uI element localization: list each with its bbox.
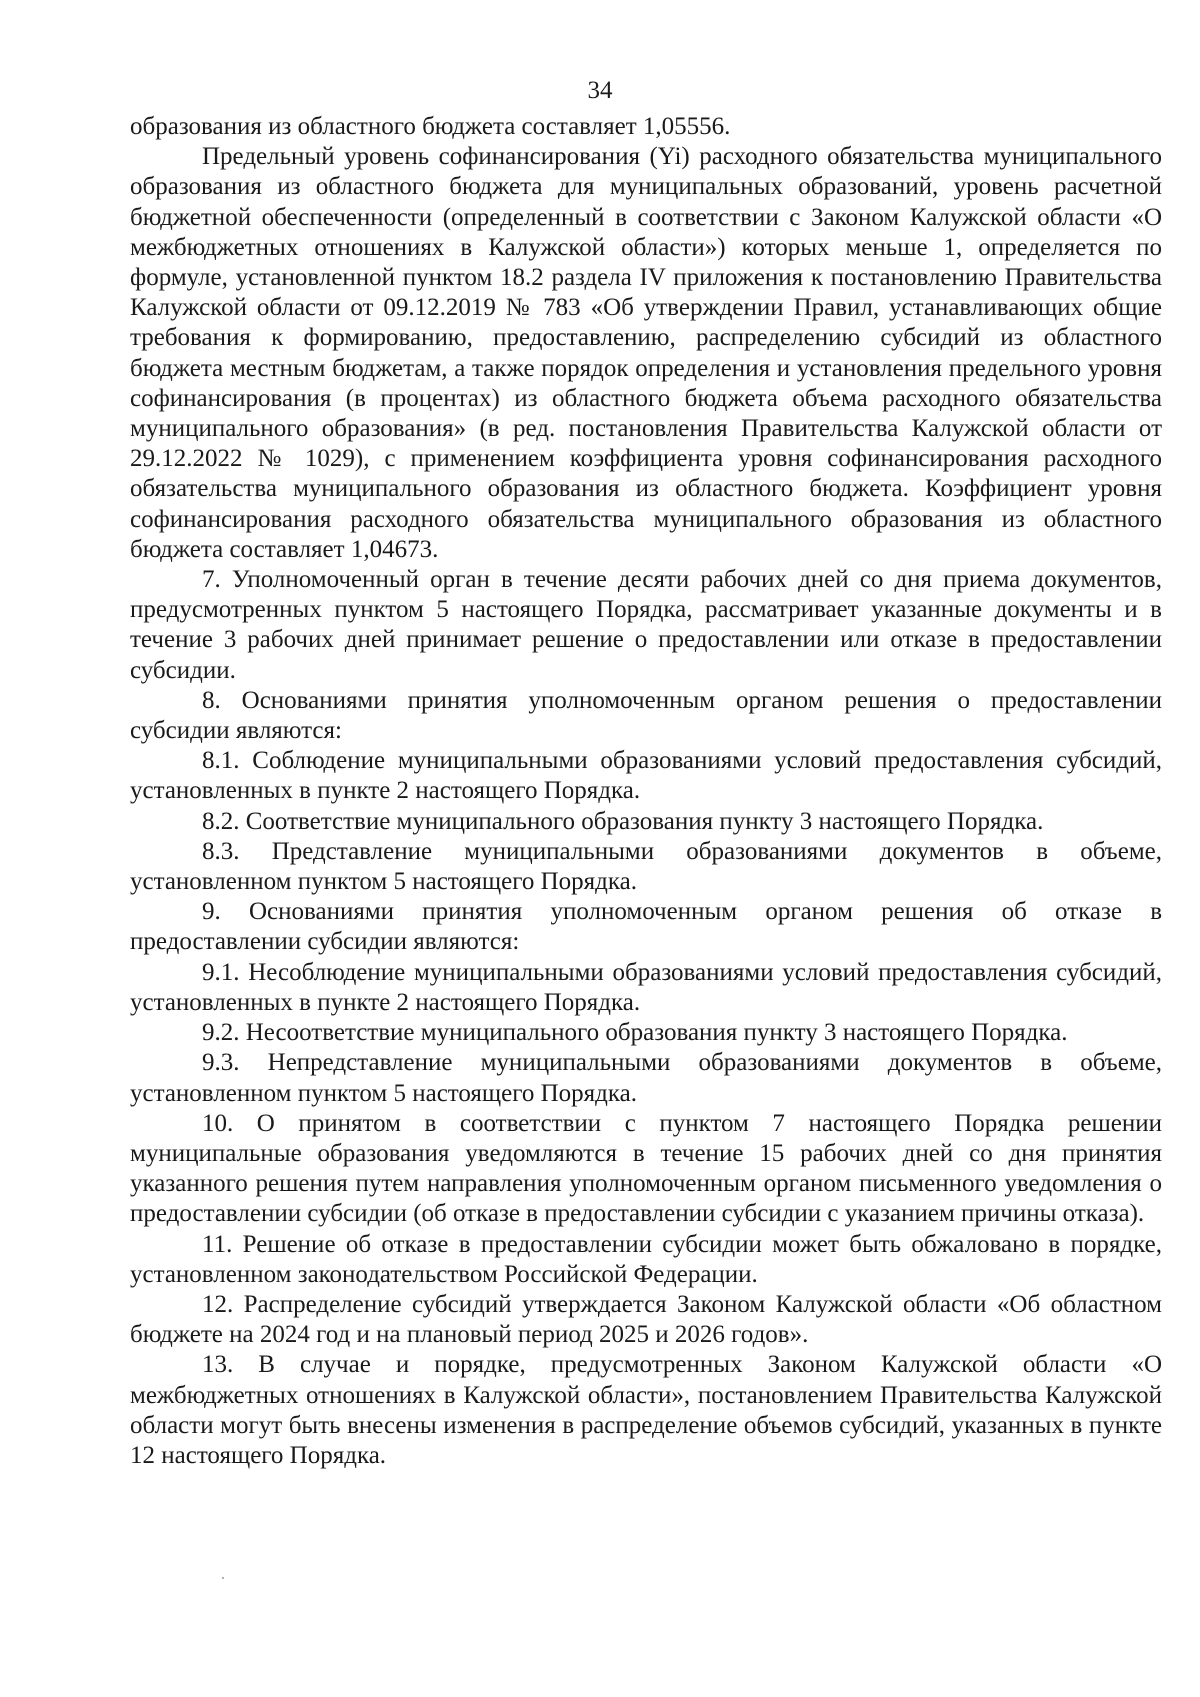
paragraph-item-11: 11. Решение об отказе в предоставлении субсидии может быть обжаловано в порядке, установленном законодательством Российской Федерации.: [130, 1230, 1162, 1288]
paragraph-item-9: 9. Основаниями принятия уполномоченным органом решения об отказе в предоставлении субсидии являются:: [130, 898, 1162, 956]
paragraph-item-8-2: 8.2. Соответствие муниципального образования пункту 3 настоящего Порядка.: [202, 807, 1044, 835]
paragraph-item-9-3: 9.3. Непредставление муниципальными образованиями документов в объеме, установленном пунктом 5 настоящего Порядка.: [130, 1049, 1162, 1107]
paragraph-item-9-2: 9.2. Несоответствие муниципального образования пункту 3 настоящего Порядка.: [202, 1019, 1068, 1047]
paragraph-item-8-3: 8.3. Представление муниципальными образованиями документов в объеме, установленном пунктом 5 настоящего Порядка.: [130, 837, 1162, 896]
paragraph-item-8-1: 8.1. Соблюдение муниципальными образованиями условий предоставления субсидий, установленных в пункте 2 настоящего Порядка.: [130, 747, 1162, 805]
document-body: [130, 112, 1162, 1471]
paragraph-item-10: 10. О принятом в соответствии с пунктом 7 настоящего Порядка решении муниципальные образования уведомляются в течение 15 рабочих дней со дня принятия указанного решения путем направления уполномоченным органом письменного уведомления о предоставлении субсидии (об отказе в предоставлении субсидии с указанием причины отказа).: [130, 1109, 1162, 1228]
paragraph-continuation: образования из областного бюджета составляет 1,05556.: [130, 113, 731, 140]
paragraph-item-9-1: 9.1. Несоблюдение муниципальными образованиями условий предоставления субсидий, установленных в пункте 2 настоящего Порядка.: [130, 958, 1162, 1016]
paragraph-cofinancing-limit: Предельный уровень софинансирования (Yi) расходного обязательства муниципального образования из областного бюджета для муниципальных образований, уровень расчетной бюджетной обеспеченности (определенный в соответствии с Законом Калужской области «О межбюджетных отношениях в Калужской области») которых меньше 1, определяется по формуле, установленной пунктом 18.2 раздела IV приложения к постановлению Правительства Калужской области от 09.12.2019 № 783 «Об утверждении Правил, устанавливающих общие требования к формированию, предоставлению, распределению субсидий из областного бюджета местным бюджетам, а также порядок определения и установления предельного уровня софинансирования (в процентах) из областного бюджета объема расходного обязательства муниципального образования» (в ред. постановления Правительства Калужской области от 29.12.2022 № 1029), с применением коэффициента уровня софинансирования расходного обязательства муниципального образования из областного бюджета. Коэффициент уровня софинансирования расходного обязательства муниципального образования из областного бюджета составляет 1,04673.: [130, 143, 1162, 563]
paragraph-item-8: 8. Основаниями принятия уполномоченным органом решения о предоставлении субсидии являются:: [130, 686, 1162, 745]
paragraph-item-12: 12. Распределение субсидий утверждается Законом Калужской области «Об областном бюджете на 2024 год и на плановый период 2025 и 2026 годов».: [130, 1290, 1162, 1349]
paragraph-item-13: 13. В случае и порядке, предусмотренных Законом Калужской области «О межбюджетных отношениях в Калужской области», постановлением Правительства Калужской области могут быть внесены изменения в распределение объемов субсидий, указанных в пункте 12 настоящего Порядка.: [130, 1351, 1162, 1469]
scan-speck: [222, 1577, 224, 1579]
page-number: 34: [587, 77, 613, 104]
paragraph-item-7: 7. Уполномоченный орган в течение десяти рабочих дней со дня приема документов, предусмотренных пунктом 5 настоящего Порядка, рассматривает указанные документы и в течение 3 рабочих дней принимает решение о предоставлении или отказе в предоставлении субсидии.: [130, 566, 1162, 684]
